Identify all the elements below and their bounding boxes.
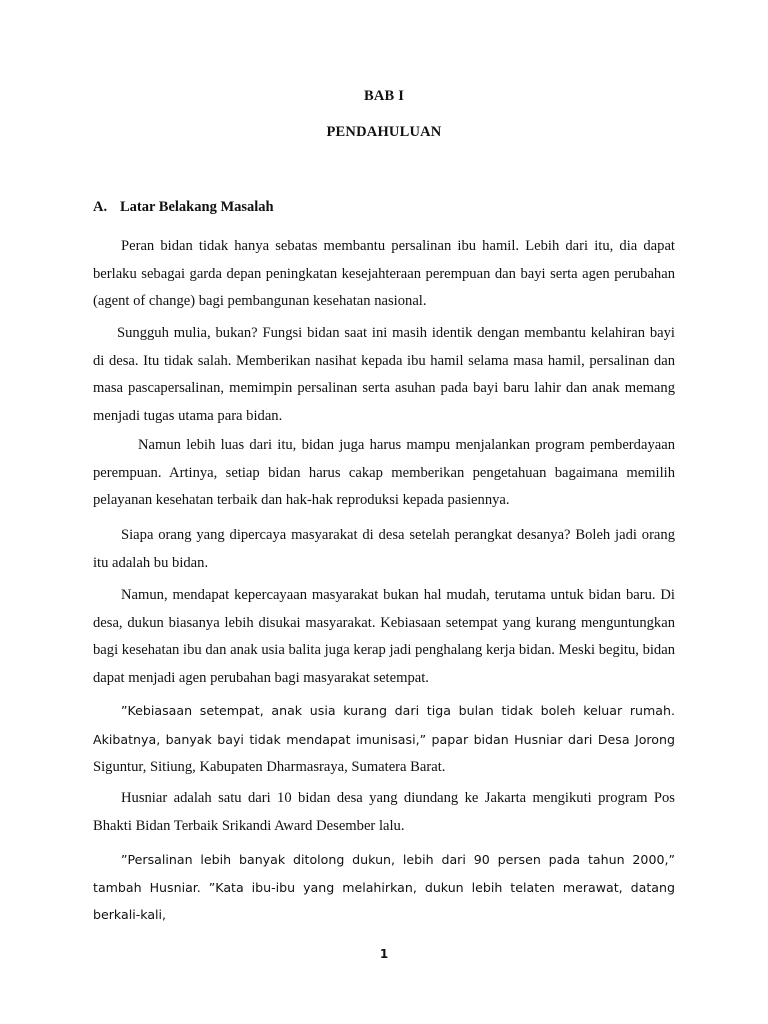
paragraph: Peran bidan tidak hanya sebatas membantu persalinan ibu hamil. Lebih dari itu, dia dapat berlaku sebagai garda depan peningkatan kesejahteraan perempuan dan bayi serta agen perubahan (agent of change) bagi pembangunan kesehatan nasional. <box>93 238 675 309</box>
quote-continuation: Siguntur, Sitiung, Kabupaten Dharmasraya, Sumatera Barat. <box>93 759 446 775</box>
quote-text: ”Kebiasaan setempat, anak usia kurang dari tiga bulan tidak boleh keluar rumah. Akibatnya, banyak bayi tidak mendapat imunisasi,” papar bidan Husniar dari Desa Jorong <box>93 703 675 747</box>
chapter-label: BAB I <box>363 88 405 104</box>
section-number: A. <box>93 199 108 215</box>
paragraph: Namun, mendapat kepercayaan masyarakat bukan hal mudah, terutama untuk bidan baru. Di desa, dukun biasanya lebih disukai masyarakat. Kebiasaan setempat yang kurang menguntungkan bagi kesehatan ibu dan anak usia balita juga kerap jadi penghalang kerja bidan. Meski begitu, bidan dapat menjadi agen perubahan bagi masyarakat setempat. <box>93 587 675 686</box>
section-heading <box>93 199 274 216</box>
chapter-title: PENDAHULUAN <box>326 124 442 140</box>
paragraph: Sungguh mulia, bukan? Fungsi bidan saat ini masih identik dengan membantu kelahiran bayi di desa. Itu tidak salah. Memberikan nasihat kepada ibu hamil selama masa hamil, persalinan dan masa pascapersalinan, memimpin persalinan serta asuhan pada bayi baru lahir dan anak memang menjadi tugas utama para bidan. <box>93 325 675 424</box>
page-number: 1 <box>379 947 389 961</box>
section-title: Latar Belakang Masalah <box>120 199 274 215</box>
paragraph: Husniar adalah satu dari 10 bidan desa yang diundang ke Jakarta mengikuti program Pos Bhakti Bidan Terbaik Srikandi Award Desember lalu. <box>93 790 675 834</box>
paragraph-quote: ”Persalinan lebih banyak ditolong dukun, lebih dari 90 persen pada tahun 2000,” tambah Husniar. ”Kata ibu-ibu yang melahirkan, dukun lebih telaten merawat, datang berkali-kali, <box>93 852 675 922</box>
paragraph-quote <box>93 697 675 782</box>
paragraph: Namun lebih luas dari itu, bidan juga harus mampu menjalankan program pemberdayaan perempuan. Artinya, setiap bidan harus cakap memberikan pengetahuan bagaimana memilih pelayanan kesehatan terbaik dan hak-hak reproduksi kepada pasiennya. <box>93 437 675 508</box>
paragraph: Siapa orang yang dipercaya masyarakat di desa setelah perangkat desanya? Boleh jadi orang itu adalah bu bidan. <box>93 527 675 571</box>
